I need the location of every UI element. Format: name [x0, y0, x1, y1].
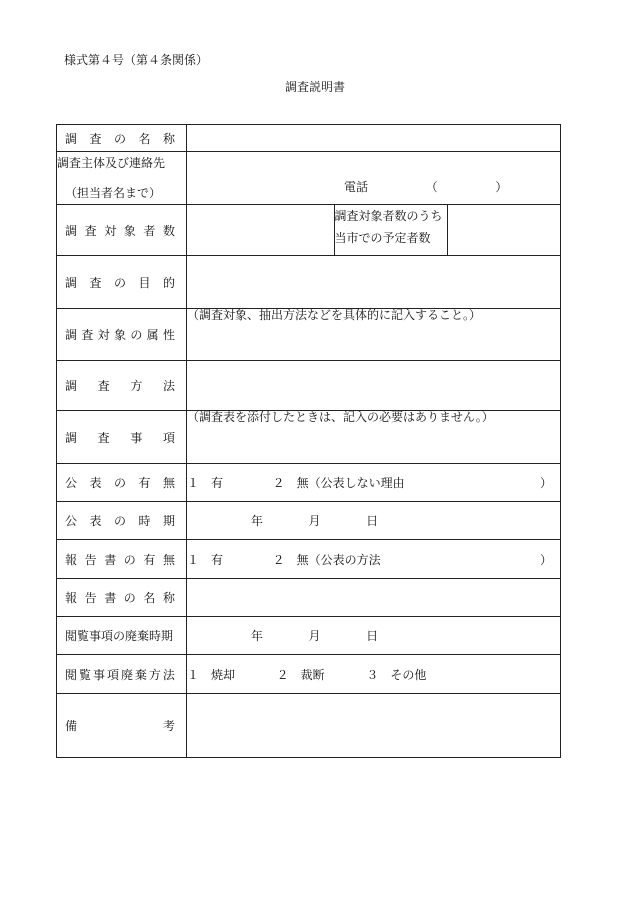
row-purpose — [57, 256, 561, 309]
publication-paren-close: ） — [539, 476, 552, 490]
label-publication: 公 表 の 有 無 — [65, 476, 175, 490]
phone-paren-close: ） — [495, 180, 508, 194]
disposal-day-label: 日 — [366, 629, 379, 643]
label-purpose: 調 査 の 目 的 — [65, 275, 175, 290]
row-remarks — [57, 694, 561, 758]
label-remarks-b: 考 — [162, 719, 175, 733]
field-attributes[interactable] — [187, 309, 561, 361]
field-disposal-time[interactable] — [187, 617, 561, 655]
label-survey-name: 調 査 の 名 称 — [65, 131, 175, 146]
form-number-label: 様式第４号（第４条関係） — [64, 53, 209, 67]
document-title: 調査説明書 — [284, 80, 345, 94]
disposal-option-other[interactable]: ３ その他 — [366, 667, 427, 682]
row-contact — [57, 152, 561, 205]
disposal-year-label: 年 — [250, 629, 263, 643]
field-report[interactable] — [187, 540, 561, 579]
field-survey-name[interactable] — [187, 125, 561, 152]
label-remarks-a: 備 — [65, 719, 78, 733]
label-items: 調 査 事 項 — [65, 430, 175, 445]
phone-field — [344, 178, 507, 195]
label-subject-count: 調 査 対 象 者 数 — [65, 223, 175, 238]
publication-option-yes[interactable]: １ 有 — [187, 476, 224, 490]
label-publication-time: 公 表 の 時 期 — [65, 514, 175, 528]
publication-option-no[interactable]: ２ 無（公表しない理由 — [272, 476, 405, 490]
field-items[interactable] — [187, 411, 561, 464]
field-publication-time[interactable] — [187, 502, 561, 540]
pub-year-label: 年 — [250, 514, 263, 528]
row-method — [57, 361, 561, 411]
phone-paren-open: （ — [425, 180, 438, 194]
pub-month-label: 月 — [308, 514, 321, 528]
field-disposal-method[interactable] — [187, 655, 561, 694]
row-items — [57, 411, 561, 464]
items-note: （調査表を添付したときは、記入の必要はありません。） — [187, 410, 494, 424]
field-contact[interactable] — [187, 152, 561, 205]
label-report-name: 報 告 書 の 名 称 — [65, 591, 175, 605]
field-local-count[interactable] — [447, 205, 560, 255]
label-attributes: 調 査 対 象 の 属 性 — [65, 328, 175, 342]
row-attributes — [57, 309, 561, 361]
row-disposal-method — [57, 655, 561, 694]
row-report — [57, 540, 561, 579]
label-disposal-time: 閲覧事項の廃棄時期 — [65, 629, 174, 643]
field-method[interactable] — [187, 361, 561, 411]
pub-day-label: 日 — [366, 514, 379, 528]
field-subject-count[interactable] — [187, 205, 334, 255]
field-report-name[interactable] — [187, 579, 561, 617]
row-publication — [57, 464, 561, 502]
label-disposal-method: 閲 覧 事 項 廃 棄 方 法 — [65, 667, 175, 682]
row-disposal-time — [57, 617, 561, 655]
row-subject-count — [57, 205, 561, 256]
field-remarks[interactable] — [187, 694, 561, 758]
field-publication[interactable] — [187, 464, 561, 502]
row-report-name — [57, 579, 561, 617]
label-report: 報 告 書 の 有 無 — [65, 552, 175, 567]
field-purpose[interactable] — [187, 256, 561, 309]
label-remarks — [57, 717, 186, 734]
label-contact-note: （担当者名まで） — [65, 186, 162, 200]
row-survey-name — [57, 125, 561, 152]
row-publication-time — [57, 502, 561, 540]
disposal-option-burn[interactable]: １ 焼却 — [187, 667, 236, 682]
disposal-option-shred[interactable]: ２ 裁断 — [276, 667, 325, 682]
label-local-count: 調査対象者数のうち — [334, 209, 443, 223]
label-method: 調 査 方 法 — [65, 379, 175, 393]
survey-form-table — [56, 124, 561, 758]
label-local-count-2: 当市での予定者数 — [334, 231, 431, 245]
attributes-note: （調査対象、抽出方法などを具体的に記入すること。） — [187, 308, 482, 322]
report-paren-close: ） — [539, 552, 552, 567]
report-option-yes[interactable]: １ 有 — [187, 552, 224, 567]
report-option-no[interactable]: ２ 無（公表の方法 — [272, 552, 381, 567]
label-contact: 調査主体及び連絡先 — [57, 156, 166, 170]
disposal-month-label: 月 — [308, 629, 321, 643]
phone-label: 電話 — [344, 180, 369, 194]
